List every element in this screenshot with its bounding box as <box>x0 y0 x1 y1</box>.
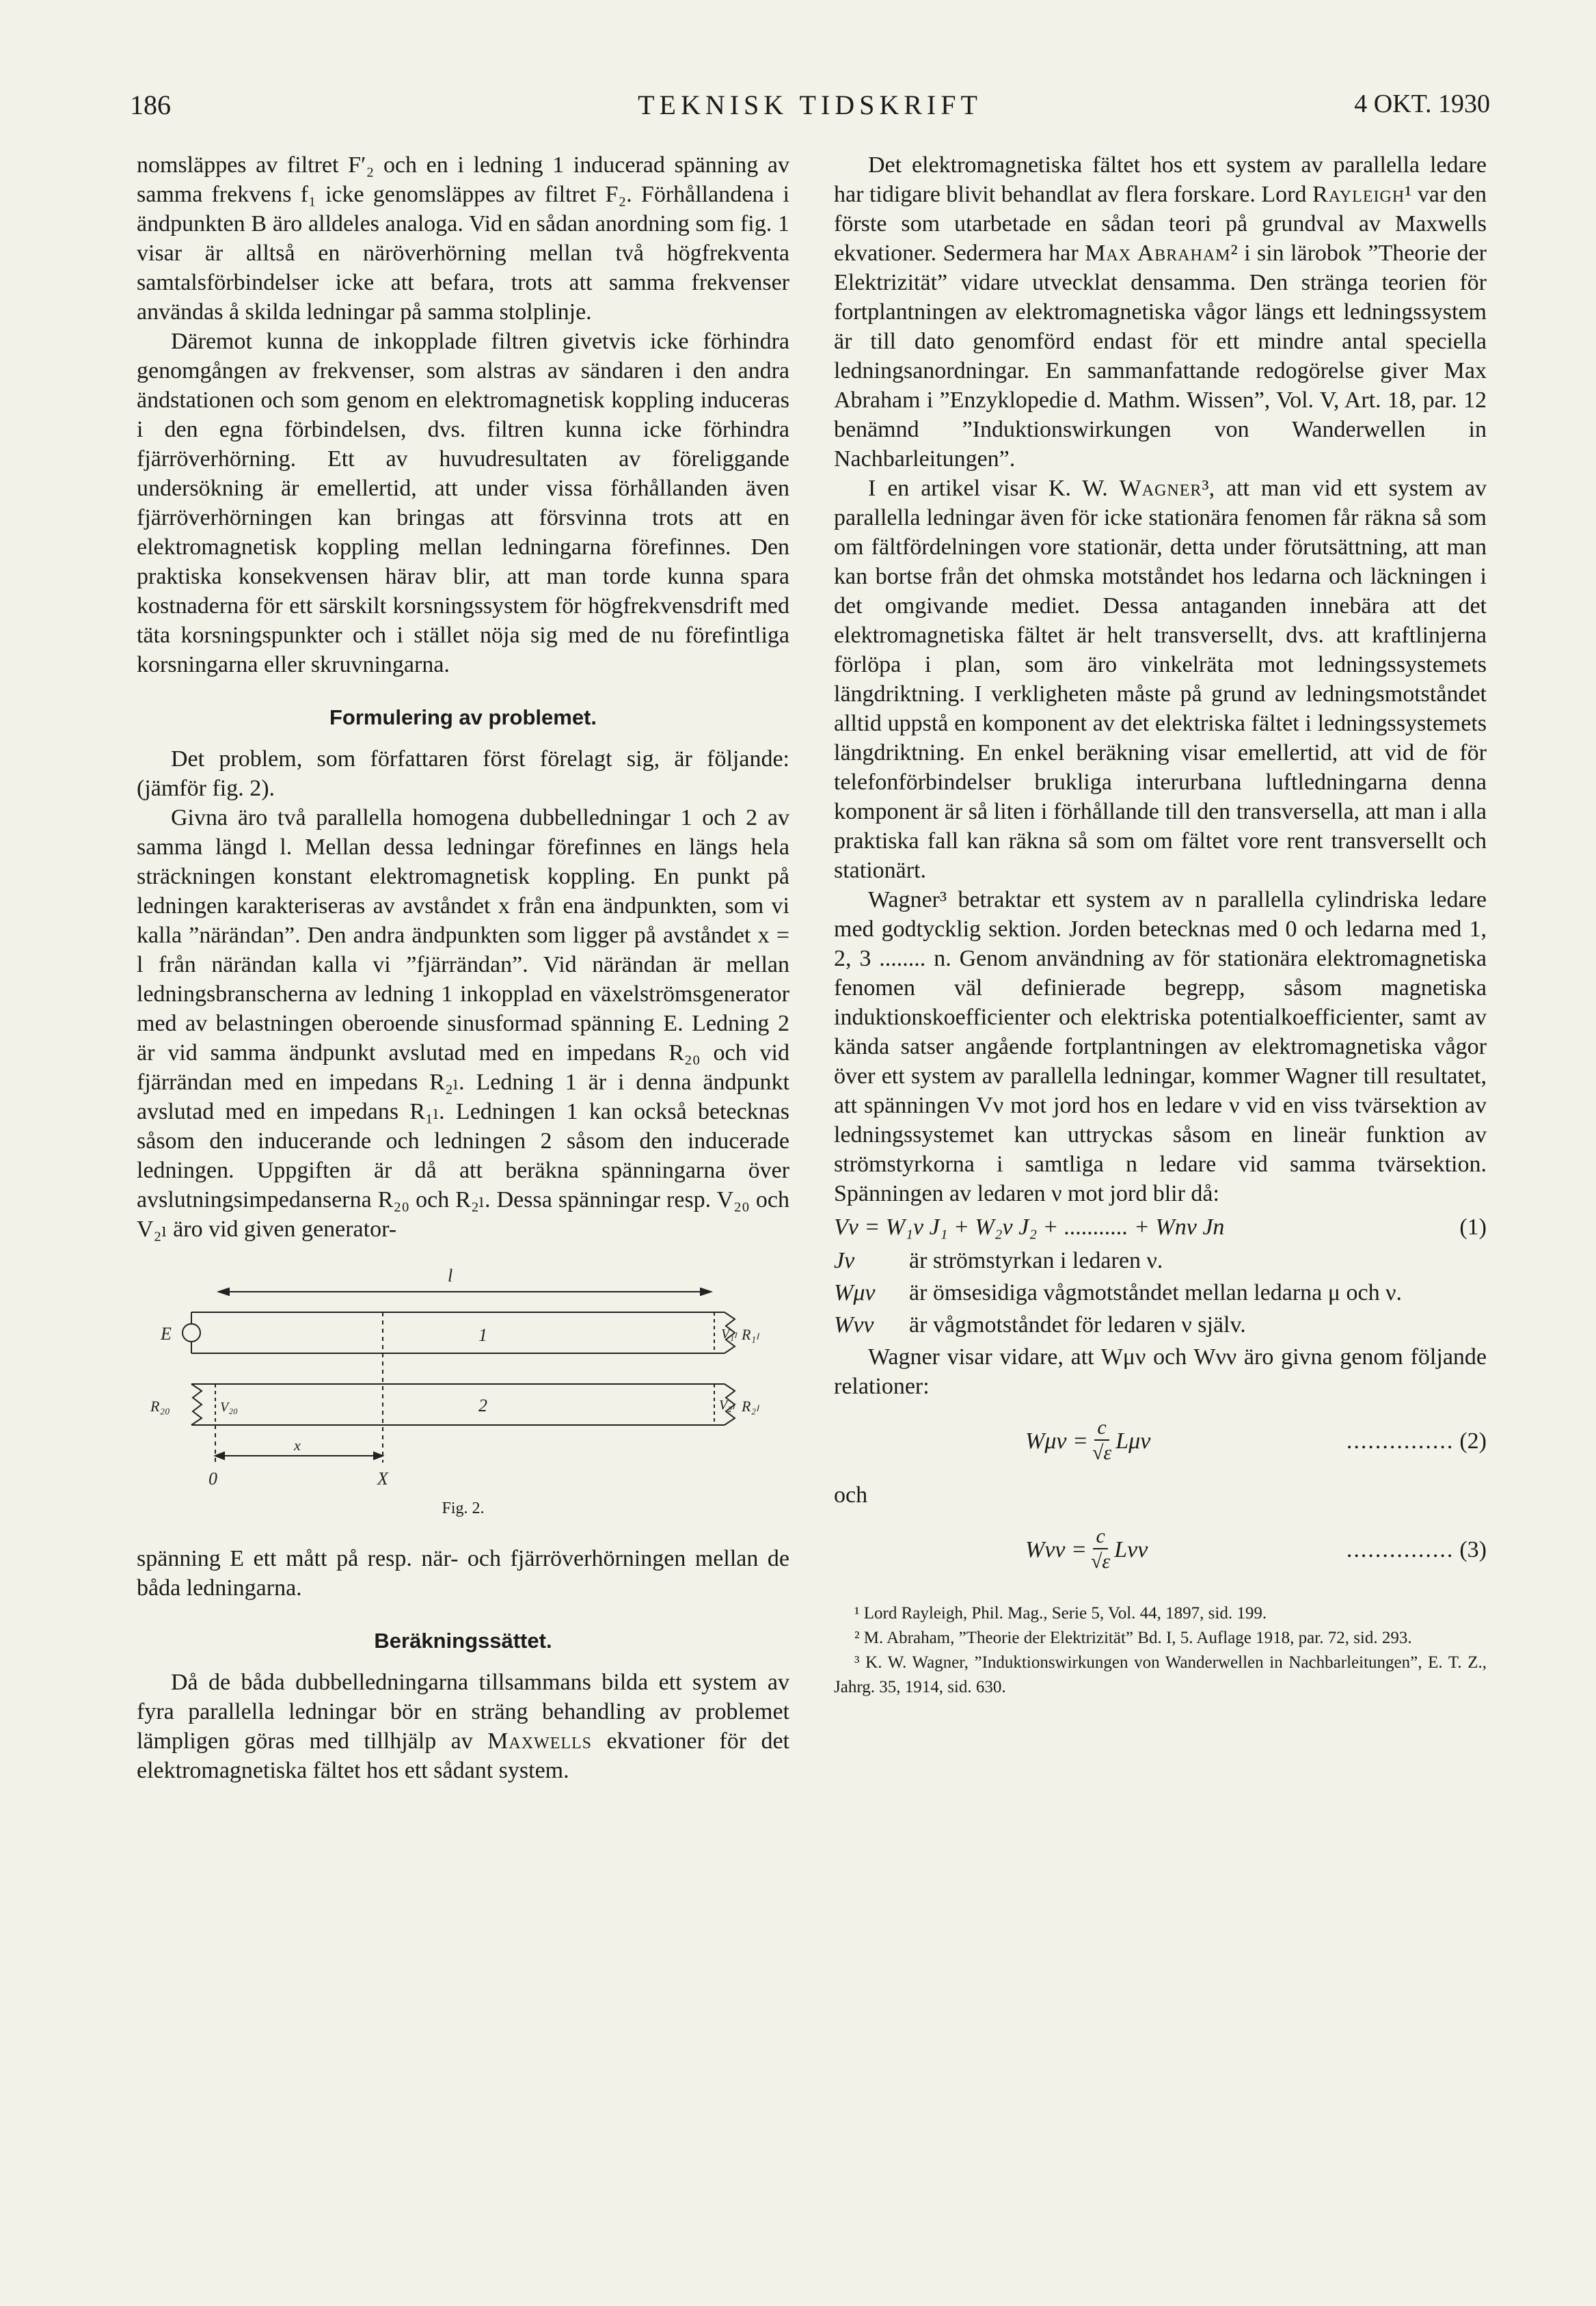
text-run: ³, att man vid ett system av parallella ledningar även för icke stationära fenomen får räkna så som om fältfördelningen vore stationär, detta under förutsättning, att man kan bortse från det ohmska motståndet hos ledarna och läckningen i det omgivande mediet. Dessa antaganden innebära att det elektromagnetiska fältet är helt transversellt, dvs. att kraftlinjerna förlöpa i plan, som äro vinkelräta mot ledningssystemets längdriktning. I verkligheten måste på grund av ledningsmotståndet alltid uppstå en komponent av det elektriska fältet i ledningssystemets längdriktning. En enkel beräkning visar emellertid, att vid de för telefonförbindelser brukliga interurbana luftledningarna denna komponent är så liten i förhållande till den transversella, att man i alla praktiska fall kan räkna så som om fältet vore rent transversellt och stationärt. <box>834 476 1487 883</box>
label-V1l: V₁ₗ <box>721 1327 737 1342</box>
definition-text: är ömsesidiga vågmotståndet mellan ledarna μ och ν. <box>909 1280 1402 1305</box>
paragraph <box>834 474 1487 885</box>
leader-dots: ............... <box>1346 1428 1455 1454</box>
arrow-left-icon <box>219 1288 229 1295</box>
equation-2 <box>834 1416 1487 1465</box>
footnote: ² M. Abraham, ”Theorie der Elektrizität” Bd. I, 5. Auflage 1918, par. 72, sid. 293. <box>854 1629 1412 1647</box>
figure-caption: Fig. 2. <box>442 1500 485 1517</box>
paragraph: nomsläppes av filtret F′₂ och en i ledning 1 inducerad spänning av samma frekvens f₁ icke genomsläppes av filtret F₂. Förhållandena i ändpunkten B äro alldeles analoga. Vid en sådan anordning som fig. 1 visar är alltså en näröverhörning mellan två högfrekventa samtalsförbindelser icke att befara, trots att samma frekvenser användas å skilda ledningar på samma stolplinje. <box>137 152 789 325</box>
definition-symbol: Wμν <box>834 1280 876 1305</box>
paragraph: Det problem, som författaren först förelagt sig, är följande: (jämför fig. 2). <box>137 746 789 801</box>
label-R1l: R₁ₗ <box>742 1326 759 1343</box>
equation-3-formula <box>1025 1525 1148 1574</box>
definition-symbol: Jν <box>834 1248 855 1273</box>
paragraph: spänning E ett mått på resp. när- och fjärröverhörningen mellan de båda ledningarna. <box>137 1546 789 1601</box>
text-run: ¹ var den förste som utarbetade en sådan teori på grundval av Maxwells ekvationer. Sedermera har <box>834 182 1487 266</box>
fraction <box>1092 1416 1111 1465</box>
text-run: I en artikel visar K. W. <box>868 476 1120 501</box>
text-run: Det elektromagnetiska fältet hos ett system av parallella ledare har tidigare blivit behandlat av flera forskare. Lord <box>834 152 1487 207</box>
author-name: Max Abraham <box>1085 241 1231 266</box>
footnote: ³ K. W. Wagner, ”Induktionswirkungen von Wanderwellen in Nachbarleitungen”, E. T. Z., Jahrg. 35, 1914, sid. 630. <box>834 1653 1487 1696</box>
equation-1-formula: Vν = W₁ν J₁ + W₂ν J₂ + ........... + Wnν Jn <box>834 1215 1225 1240</box>
definitions-list <box>834 1246 1487 1340</box>
label-R20: R₂₀ <box>150 1398 170 1415</box>
label-line-2: 2 <box>478 1396 487 1415</box>
generator-icon <box>182 1324 200 1342</box>
label-E: E <box>161 1324 172 1344</box>
fraction-numerator: c <box>1094 1416 1109 1441</box>
label-x: x <box>294 1437 301 1454</box>
equation-rhs: Lμν <box>1115 1428 1151 1454</box>
definition-item <box>834 1246 1487 1275</box>
arrow-left-icon <box>215 1452 224 1459</box>
label-origin: 0 <box>208 1469 217 1489</box>
page-header <box>130 89 1490 130</box>
author-name: Maxwells <box>487 1728 593 1754</box>
fraction-denominator: √ε <box>1090 1550 1111 1573</box>
footnotes <box>834 1601 1487 1700</box>
arrow-right-icon <box>701 1288 711 1295</box>
definition-symbol: Wνν <box>834 1312 874 1338</box>
issue-date: 4 OKT. 1930 <box>1354 90 1490 118</box>
equation-3 <box>834 1525 1487 1574</box>
section-heading: Beräkningssättet. <box>374 1629 552 1653</box>
paragraph: Däremot kunna de inkopplade filtren givetvis icke förhindra genomgången av frekvenser, som alstras av sändaren i den andra ändstationen och som genom en elektromagnetisk koppling induceras i den egna förbindelsen, dvs. filtren kunna icke förhindra fjärröverhörning. Ett av huvudresultaten av föreliggande undersökning är emellertid, att under vissa förhållanden även fjärröverhörningen kan bringas att försvinna trots att en elektromagnetisk koppling mellan ledningarna förefinnes. Den praktiska konsekvensen härav blir, att man torde kunna spara kostnaderna för ett särskilt korsningssystem för högfrekvensdrift med täta korsningspunkter och i stället nöja sig med de nu förefintliga korsningarna eller skruvningarna. <box>137 329 789 677</box>
footnote: ¹ Lord Rayleigh, Phil. Mag., Serie 5, Vol. 44, 1897, sid. 199. <box>854 1604 1267 1623</box>
left-column <box>137 150 789 1785</box>
equation-rhs: Lνν <box>1114 1536 1148 1562</box>
connector-word: och <box>834 1482 868 1508</box>
label-V20: V₂₀ <box>220 1400 239 1415</box>
paragraph <box>834 150 1487 474</box>
equation-lhs: Wνν = <box>1025 1536 1087 1562</box>
paragraph: Wagner visar vidare, att Wμν och Wνν äro givna genom följande relationer: <box>834 1344 1487 1399</box>
fraction <box>1091 1525 1110 1574</box>
author-name: Rayleigh <box>1312 182 1405 207</box>
equation-2-formula <box>1025 1416 1150 1465</box>
equation-1-number: (1) <box>1459 1215 1487 1240</box>
right-column <box>834 150 1487 1700</box>
equation-1 <box>834 1212 1487 1242</box>
paragraph: Givna äro två parallella homogena dubbelledningar 1 och 2 av samma längd l. Mellan dessa ledningar förefinnes en längs hela sträckningen konstant elektromagnetisk koppling. En punkt på ledningen karakteriseras av avståndet x från ena ändpunkten, som vi kalla ”närändan”. Den andra ändpunkten som ligger på avståndet x = l från närändan kalla vi ”fjärrändan”. Vid närändan är mellan ledningsbranscherna av ledning 1 inkopplad en växelströmsgenerator med av belastningen oberoende sinusformad spänning E. Ledning 2 är vid samma ändpunkt avslutad med en impedans R₂₀ och vid fjärrändan med en impedans R₂ₗ. Ledning 1 är i denna ändpunkt avslutad med en impedans R₁ₗ. Ledningen 1 kan också betecknas såsom den inducerande och ledningen 2 såsom den inducerade ledningen. Uppgiften är då att beräkna spänningarna över avslutningsimpedanserna R₂₀ och R₂ₗ. Dessa spänningar resp. V₂₀ och V₂ₗ äro vid given generator- <box>137 805 789 1242</box>
label-line-1: 1 <box>478 1325 487 1345</box>
circuit-diagram <box>137 1264 789 1490</box>
section-heading: Formulering av problemet. <box>329 705 597 729</box>
figure-2 <box>137 1264 789 1523</box>
label-V2l: V₂ₗ <box>719 1398 735 1413</box>
leader-dots: ............... <box>1346 1536 1455 1562</box>
paragraph <box>137 1668 789 1785</box>
definition-item <box>834 1278 1487 1307</box>
definition-text: är strömstyrkan i ledaren ν. <box>909 1248 1163 1273</box>
impedance-R20-icon <box>191 1384 202 1425</box>
fraction-denominator: √ε <box>1092 1441 1112 1464</box>
equation-lhs: Wμν = <box>1025 1428 1088 1454</box>
text-run: ² i sin lärobok ”Theorie der Elektrizität” vidare utvecklat densamma. Den stränga teorien för fortplantningen av elektromagnetiska vågor längs ett ledningssystem är till dato genomförd endast för ett mindre antal speciella ledningsanordningar. En sammanfattande redogörelse giver Max Abraham i ”Enzyklopedie d. Mathm. Wissen”, Vol. V, Art. 18, par. 12 benämnd ”Induktionswirkungen von Wanderwellen in Nachbarleitungen”. <box>834 241 1487 472</box>
fraction-numerator: c <box>1093 1525 1107 1549</box>
text-run: Då de båda dubbelledningarna tillsammans bilda ett system av fyra parallella ledningar bör en sträng behandling av problemet lämpligen göras med tillhjälp av <box>137 1670 789 1754</box>
author-name: Wagner <box>1119 476 1202 501</box>
label-length: l <box>448 1266 453 1286</box>
arrow-right-icon <box>374 1452 383 1459</box>
label-X: X <box>377 1469 388 1489</box>
equation-3-number: (3) <box>1459 1536 1487 1562</box>
label-R2l: R₂ₗ <box>742 1398 759 1415</box>
equation-2-number: (2) <box>1459 1428 1487 1454</box>
definition-item <box>834 1310 1487 1340</box>
page-number: 186 <box>130 90 171 120</box>
journal-title: TEKNISK TIDSKRIFT <box>638 90 982 120</box>
definition-text: är vågmotståndet för ledaren ν själv. <box>909 1312 1246 1338</box>
text-run: ekvationer för det elektromagnetiska fältet hos ett sådant system. <box>137 1728 789 1783</box>
paragraph: Wagner³ betraktar ett system av n parallella cylindriska ledare med godtycklig sektion. Jorden betecknas med 0 och ledarna med 1, 2, 3 ........ n. Genom användning av för stationära elektromagnetiska fenomen väl definierade begrepp, såsom magnetiska induktionskoefficienter och elektriska potentialkoefficienter, samt av kända satser angående fortplantningen av elektromagnetiska vågor över ett system av parallella ledningar, kommer Wagner till resultatet, att spänningen Vν mot jord hos en ledare ν vid en viss tvärsektion av ledningssystemet kan uttryckas såsom en lineär funktion av strömstyrkorna i samtliga n ledare vid samma tvärsektion. Spänningen av ledaren ν mot jord blir då: <box>834 887 1487 1206</box>
